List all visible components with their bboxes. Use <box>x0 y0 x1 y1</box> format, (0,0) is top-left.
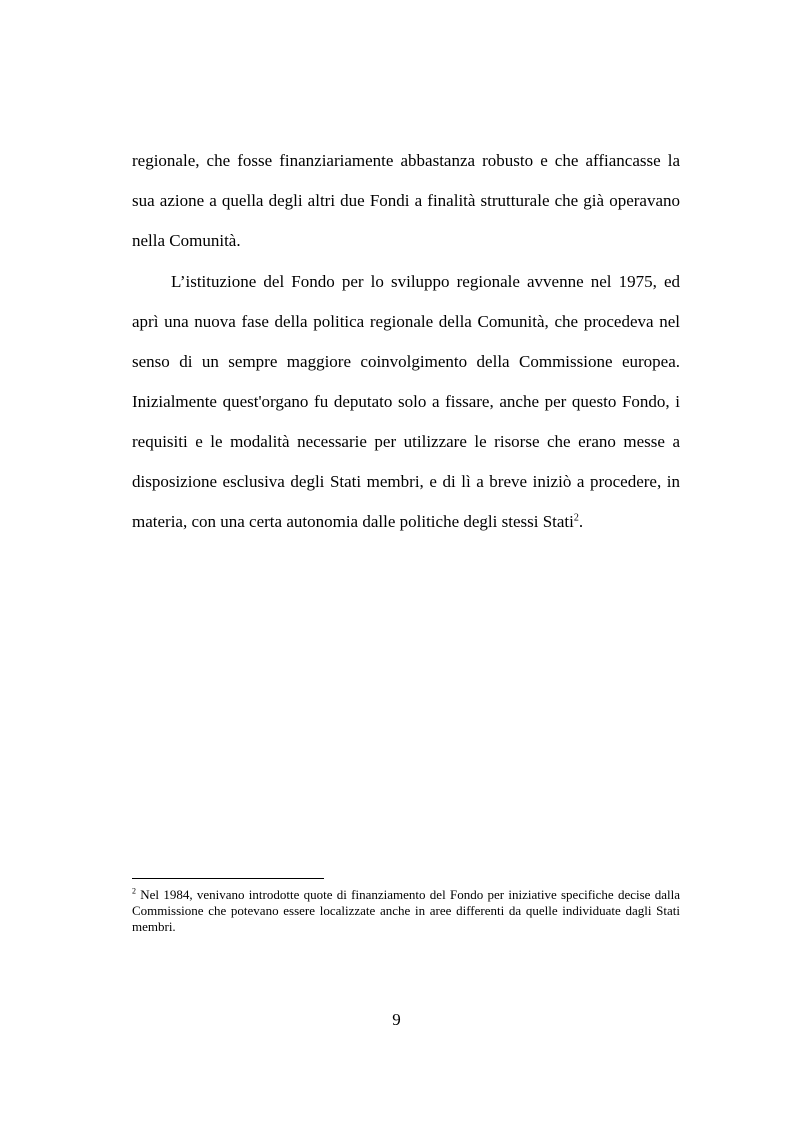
body-line: aprì una nuova fase della politica regionale della Comunità, che procedeva nel <box>132 312 680 331</box>
footnote-marker: 2 <box>132 886 136 896</box>
body-line-text: materia, con una certa autonomia dalle politiche degli stessi Stati <box>132 512 574 531</box>
body-line-last <box>132 512 680 532</box>
body-line: Inizialmente quest'organo fu deputato solo a fissare, anche per questo Fondo, i <box>132 392 680 411</box>
footnote-text: Nel 1984, venivano introdotte quote di finanziamento del Fondo per iniziative specifiche decise dalla <box>136 887 680 902</box>
body-line: requisiti e le modalità necessarie per utilizzare le risorse che erano messe a <box>132 432 680 451</box>
footnote-line: Commissione che potevano essere localizzate anche in aree differenti da quelle individuate dagli Stati <box>132 903 680 918</box>
footnote-separator <box>132 878 324 879</box>
footnote-reference[interactable]: 2 <box>573 512 579 524</box>
page-number: 9 <box>392 1010 401 1029</box>
body-line: L’istituzione del Fondo per lo sviluppo regionale avvenne nel 1975, ed <box>171 272 680 291</box>
body-line: nella Comunità. <box>132 231 241 250</box>
body-line: senso di un sempre maggiore coinvolgimento della Commissione europea. <box>132 352 680 371</box>
body-line: sua azione a quella degli altri due Fondi a finalità strutturale che già operavano <box>132 191 680 210</box>
body-line: disposizione esclusiva degli Stati membri, e di lì a breve iniziò a procedere, in <box>132 472 680 491</box>
body-line-end: . <box>578 512 584 531</box>
footnote-line <box>132 887 680 903</box>
footnote-line: membri. <box>132 919 176 934</box>
body-line: regionale, che fosse finanziariamente abbastanza robusto e che affiancasse la <box>132 151 680 170</box>
